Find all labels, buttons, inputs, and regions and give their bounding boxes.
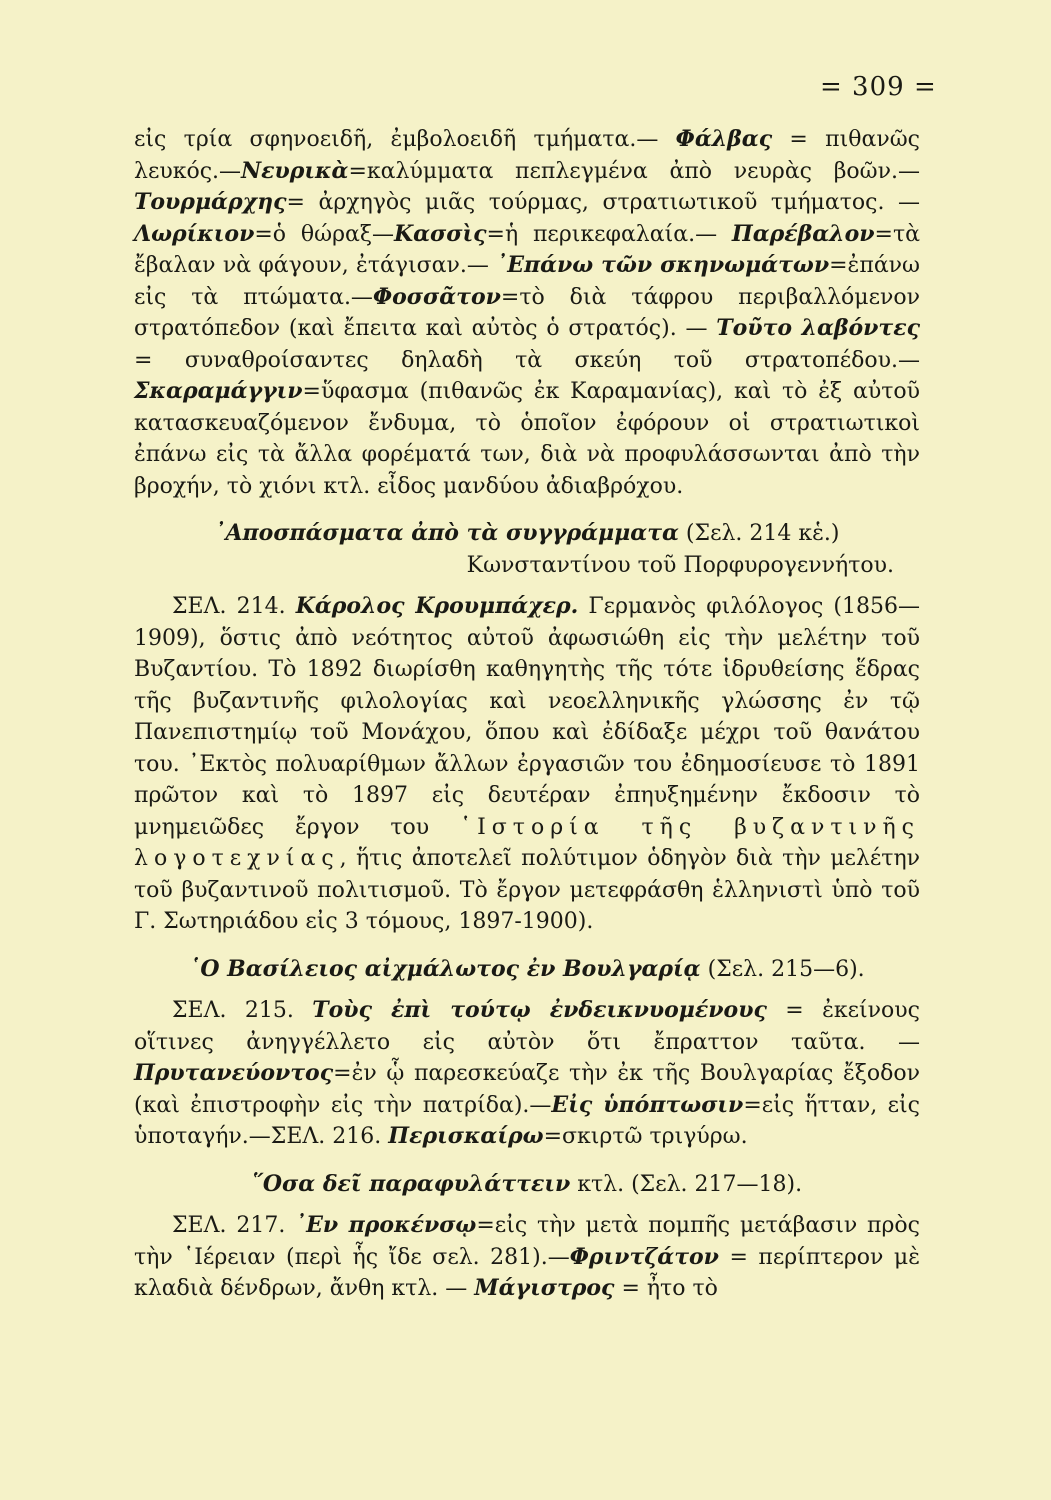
text-segment: =ὕφασμα (πιθανῶς ἐκ Καραμανίας), καὶ τὸ ἐξ αὐτοῦ κατασκευαζόμενον ἔνδυμα, τὸ ὁποῖον ἐφόρουν οἱ στρατιωτικοὶ ἐπάνω εἰς τὰ ἄλλα φορέματά των, διὰ νὰ προφυλάσσωνται ἀπὸ τὴν βροχήν, τὸ χιόνι κτλ. εἶδος μανδύου ἀδιαβρόχου. (134, 379, 920, 499)
section-heading-3 (134, 1169, 920, 1201)
keyword: Φάλβας (675, 126, 773, 152)
glossary-paragraph-1 (134, 124, 920, 502)
text-segment: =τὸ διὰ τάφρου περιβαλλόμενον στρατόπεδον (καὶ ἔπειτα καὶ αὐτὸς ὁ στρατός). — (134, 284, 920, 341)
commentary-paragraph-217 (134, 1210, 920, 1305)
page-number: = 309 = (820, 72, 937, 102)
heading-ref: (Σελ. 215—6). (700, 956, 865, 982)
text-segment: =εἰς ἥτταν, εἰς ὑποταγήν.—ΣΕΛ. 216. (134, 1092, 920, 1149)
commentary-paragraph-214 (134, 591, 920, 938)
text-segment: ΣΕΛ. 214. (172, 594, 296, 619)
keyword: Πρυτανεύοντος (134, 1060, 334, 1086)
heading-title: ῞Οσα δεῖ παραφυλάττειν (251, 1170, 571, 1197)
text-segment: =καλύμματα πεπλεγμένα ἀπὸ νευρὰς βοῶν.— (348, 158, 920, 184)
spaced-title: ῾Ιστορία τῆς βυζαντινῆς λογοτεχνίας (134, 814, 921, 871)
text-segment: =ἐπάνω εἰς τὰ πτώματα.— (134, 253, 920, 310)
text-segment: Γερμανὸς φιλόλογος (1856—1909), ὅστις ἀπὸ νεότητος αὐτοῦ ἀφωσιώθη εἰς τὴν μελέτην τοῦ Βυζαντίου. Τὸ 1892 διωρίσθη καθηγητὴς τῆς τότε ἱδρυθείσης ἕδρας τῆς βυζαντινῆς φιλολογίας καὶ νεοελληνικῆς γλώσσης ἐν τῷ Πανεπιστημίῳ τοῦ Μονάχου, ὅπου καὶ ἐδίδαξε μέχρι τοῦ θανάτου του. ᾿Εκτὸς πολυαρίθμων ἄλλων ἐργασιῶν του ἐδημοσίευσε τὸ 1891 πρῶτον καὶ τὸ 1897 εἰς δευτέραν ἐπηυξημένην ἔκδοσιν τὸ μνημειῶδες ἔργον του (134, 594, 921, 840)
text-segment: = συναθροίσαντες δηλαδὴ τὰ σκεύη τοῦ στρατοπέδου.— (134, 347, 920, 373)
keyword: Κασσὶς (393, 220, 487, 247)
keyword: Φοσσᾶτον (372, 283, 501, 310)
commentary-paragraph-215 (134, 995, 920, 1153)
heading-ref: κτλ. (Σελ. 217—18). (570, 1171, 803, 1197)
page-body (134, 124, 920, 1305)
keyword: Σκαραμάγγιν (134, 378, 303, 404)
keyword: Νευρικὰ (241, 157, 349, 184)
keyword: Λωρίκιον (134, 220, 255, 247)
text-segment: = ἀρχηγὸς μιᾶς τούρμας, στρατιωτικοῦ τμήματος. — (286, 190, 920, 215)
section-subheading-1: Κωνσταντίνου τοῦ Πορφυρογεννήτου. (466, 552, 894, 578)
text-segment: εἰς τρία σφηνοειδῆ, ἐμβολοειδῆ τμήματα.— (134, 127, 676, 152)
keyword: Περισκαίρω (388, 1123, 544, 1149)
text-segment: , ἥτις ἀποτελεῖ πολύτιμον ὁδηγὸν διὰ τὴν μελέτην τοῦ βυζαντινοῦ πολιτισμοῦ. Τὸ ἔργον μετεφράσθη ἑλληνιστὶ ὑπὸ τοῦ Γ. Σωτηριάδου εἰς 3 τόμους, 1897-1900). (134, 846, 920, 934)
keyword: Κάρολος Κρουμπάχερ. (295, 593, 579, 619)
text-segment: =ἐν ᾧ παρεσκεύαζε τὴν ἐκ τῆς Βουλγαρίας ἔξοδον (καὶ ἐπιστροφὴν εἰς τὴν πατρίδα).— (134, 1061, 920, 1118)
keyword: Τοὺς ἐπὶ τούτῳ ἐνδεικνυομένους (312, 997, 767, 1023)
section-heading-1 (134, 518, 920, 550)
heading-title: ῾Ο Βασίλειος αἰχμάλωτος ἐν Βουλγαρίᾳ (189, 955, 701, 982)
keyword: Τοῦτο λαβόντες (716, 315, 920, 341)
keyword: Παρέβαλον (731, 220, 875, 247)
keyword: Μάγιστρος (474, 1275, 615, 1301)
text-segment: ΣΕΛ. 215. (172, 998, 313, 1023)
keyword: ᾿Επάνω τῶν σκηνωμάτων (496, 252, 830, 278)
heading-title: ᾿Αποσπάσματα ἀπὸ τὰ συγγράμματα (214, 520, 679, 546)
text-segment: = ἦτο τὸ (614, 1276, 718, 1301)
heading-ref: (Σελ. 214 κἑ.) (678, 521, 840, 546)
text-segment: = πιθανῶς λευκός.— (134, 127, 920, 184)
section-heading-2 (134, 954, 920, 986)
keyword: Τουρμάρχης (134, 189, 287, 215)
text-segment: =ὁ θώραξ— (254, 221, 394, 247)
text-segment: =ἡ περικεφαλαία.— (486, 221, 732, 247)
keyword: ᾿Εν προκένσῳ (295, 1212, 477, 1238)
text-segment: =εἰς τὴν μετὰ πομπῆς μετάβασιν πρὸς τὴν ῾Ιέρειαν (περὶ ἧς ἴδε σελ. 281).— (134, 1213, 920, 1270)
keyword: Φριντζάτον (569, 1243, 719, 1270)
text-segment: =τὰ ἔβαλαν νὰ φάγουν, ἐτάγισαν.— (134, 221, 921, 278)
text-segment: = ἐκείνους οἵτινες ἀνηγγέλλετο εἰς αὐτὸν ὅτι ἔπραττον ταῦτα. — (134, 998, 920, 1055)
text-segment: ΣΕΛ. 217. (172, 1213, 296, 1238)
text-segment: = περίπτερον μὲ κλαδιὰ δένδρων, ἄνθη κτλ. — (134, 1244, 921, 1301)
text-segment: =σκιρτῶ τριγύρω. (543, 1124, 748, 1149)
keyword: Εἰς ὑπόπτωσιν (551, 1091, 744, 1118)
